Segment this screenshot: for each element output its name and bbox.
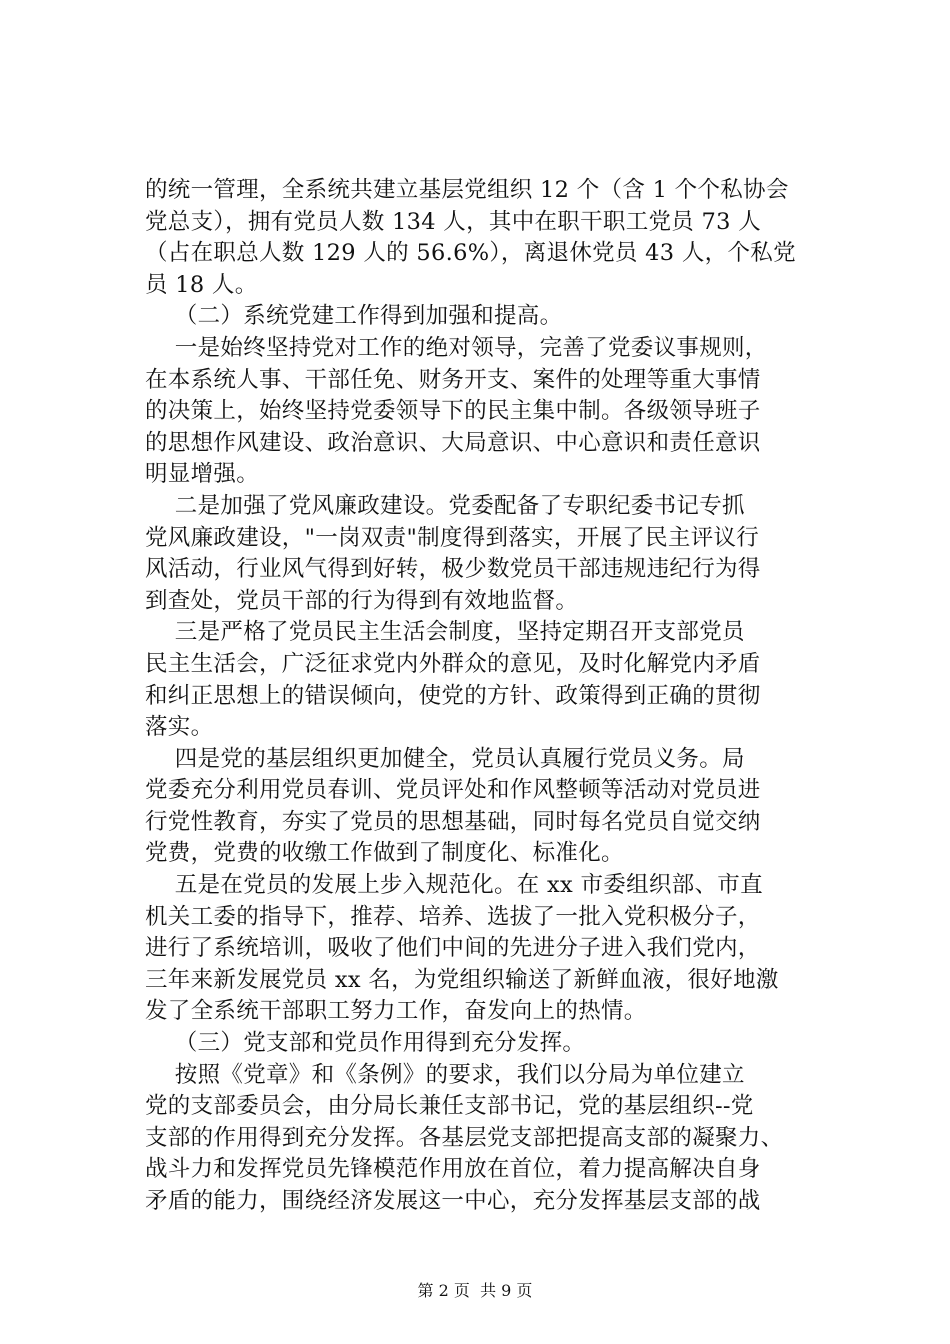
text-line: 三是严格了党员民主生活会制度，坚持定期召开支部党员 xyxy=(145,619,745,646)
text-line: 的决策上，始终坚持党委领导下的民主集中制。各级领导班子 xyxy=(145,398,761,425)
text-line: 党总支），拥有党员人数 134 人，其中在职干职工党员 73 人 xyxy=(145,208,762,235)
text-line: 到查处，党员干部的行为得到有效地监督。 xyxy=(145,587,579,614)
text-line: 五是在党员的发展上步入规范化。在 xx 市委组织部、市直 xyxy=(145,872,763,899)
text-line: 在本系统人事、干部任免、财务开支、案件的处理等重大事情 xyxy=(145,366,761,393)
text-line: 矛盾的能力，围绕经济发展这一中心，充分发挥基层支部的战 xyxy=(145,1188,761,1214)
text-line: 一是始终坚持党对工作的绝对领导，完善了党委议事规则， xyxy=(145,334,768,361)
text-line: 的统一管理，全系统共建立基层党组织 12 个（含 1 个个私协会 xyxy=(145,177,789,203)
text-line: 民主生活会，广泛征求党内外群众的意见，及时化解党内矛盾 xyxy=(145,650,761,677)
text-line: 行党性教育，夯实了党员的思想基础，同时每名党员自觉交纳 xyxy=(145,808,761,835)
text-line: 党委充分利用党员春训、党员评处和作风整顿等活动对党员进 xyxy=(145,777,761,804)
text-line: 的思想作风建设、政治意识、大局意识、中心意识和责任意识 xyxy=(145,429,761,456)
text-line: 落实。 xyxy=(145,714,214,741)
text-line: 战斗力和发挥党员先锋模范作用放在首位，着力提高解决自身 xyxy=(145,1156,761,1183)
text-line: 明显增强。 xyxy=(145,461,260,488)
text-line: 党风廉政建设，"一岗双责"制度得到落实，开展了民主评议行 xyxy=(145,524,760,551)
page-number-footer: 第 2 页 共 9 页 xyxy=(417,1281,533,1300)
body-text xyxy=(145,175,845,1218)
section-heading: （三）党支部和党员作用得到充分发挥。 xyxy=(145,1030,586,1057)
text-line: 机关工委的指导下，推荐、培养、选拔了一批入党积极分子， xyxy=(145,903,761,930)
text-line: 四是党的基层组织更加健全，党员认真履行党员义务。局 xyxy=(145,745,745,772)
text-line: 党的支部委员会，由分局长兼任支部书记，党的基层组织--党 xyxy=(145,1093,754,1120)
text-line: （占在职总人数 129 人的 56.6%），离退休党员 43 人，个私党 xyxy=(145,240,796,267)
text-line: 二是加强了党风廉政建设。党委配备了专职纪委书记专抓 xyxy=(145,492,745,519)
text-line: 发了全系统干部职工努力工作，奋发向上的热情。 xyxy=(145,998,647,1025)
section-heading: （二）系统党建工作得到加强和提高。 xyxy=(145,303,563,330)
text-line: 三年来新发展党员 xx 名，为党组织输送了新鲜血液，很好地激 xyxy=(145,966,779,993)
text-line: 支部的作用得到充分发挥。各基层党支部把提高支部的凝聚力、 xyxy=(145,1124,784,1151)
text-line: 党费，党费的收缴工作做到了制度化、标准化。 xyxy=(145,840,624,867)
text-line: 按照《党章》和《条例》的要求，我们以分局为单位建立 xyxy=(145,1061,745,1088)
text-line: 和纠正思想上的错误倾向，使党的方针、政策得到正确的贯彻 xyxy=(145,682,761,709)
text-line: 进行了系统培训，吸收了他们中间的先进分子进入我们党内， xyxy=(145,935,761,962)
text-line: 风活动，行业风气得到好转，极少数党员干部违规违纪行为得 xyxy=(145,556,761,583)
text-line: 员 18 人。 xyxy=(145,271,258,298)
